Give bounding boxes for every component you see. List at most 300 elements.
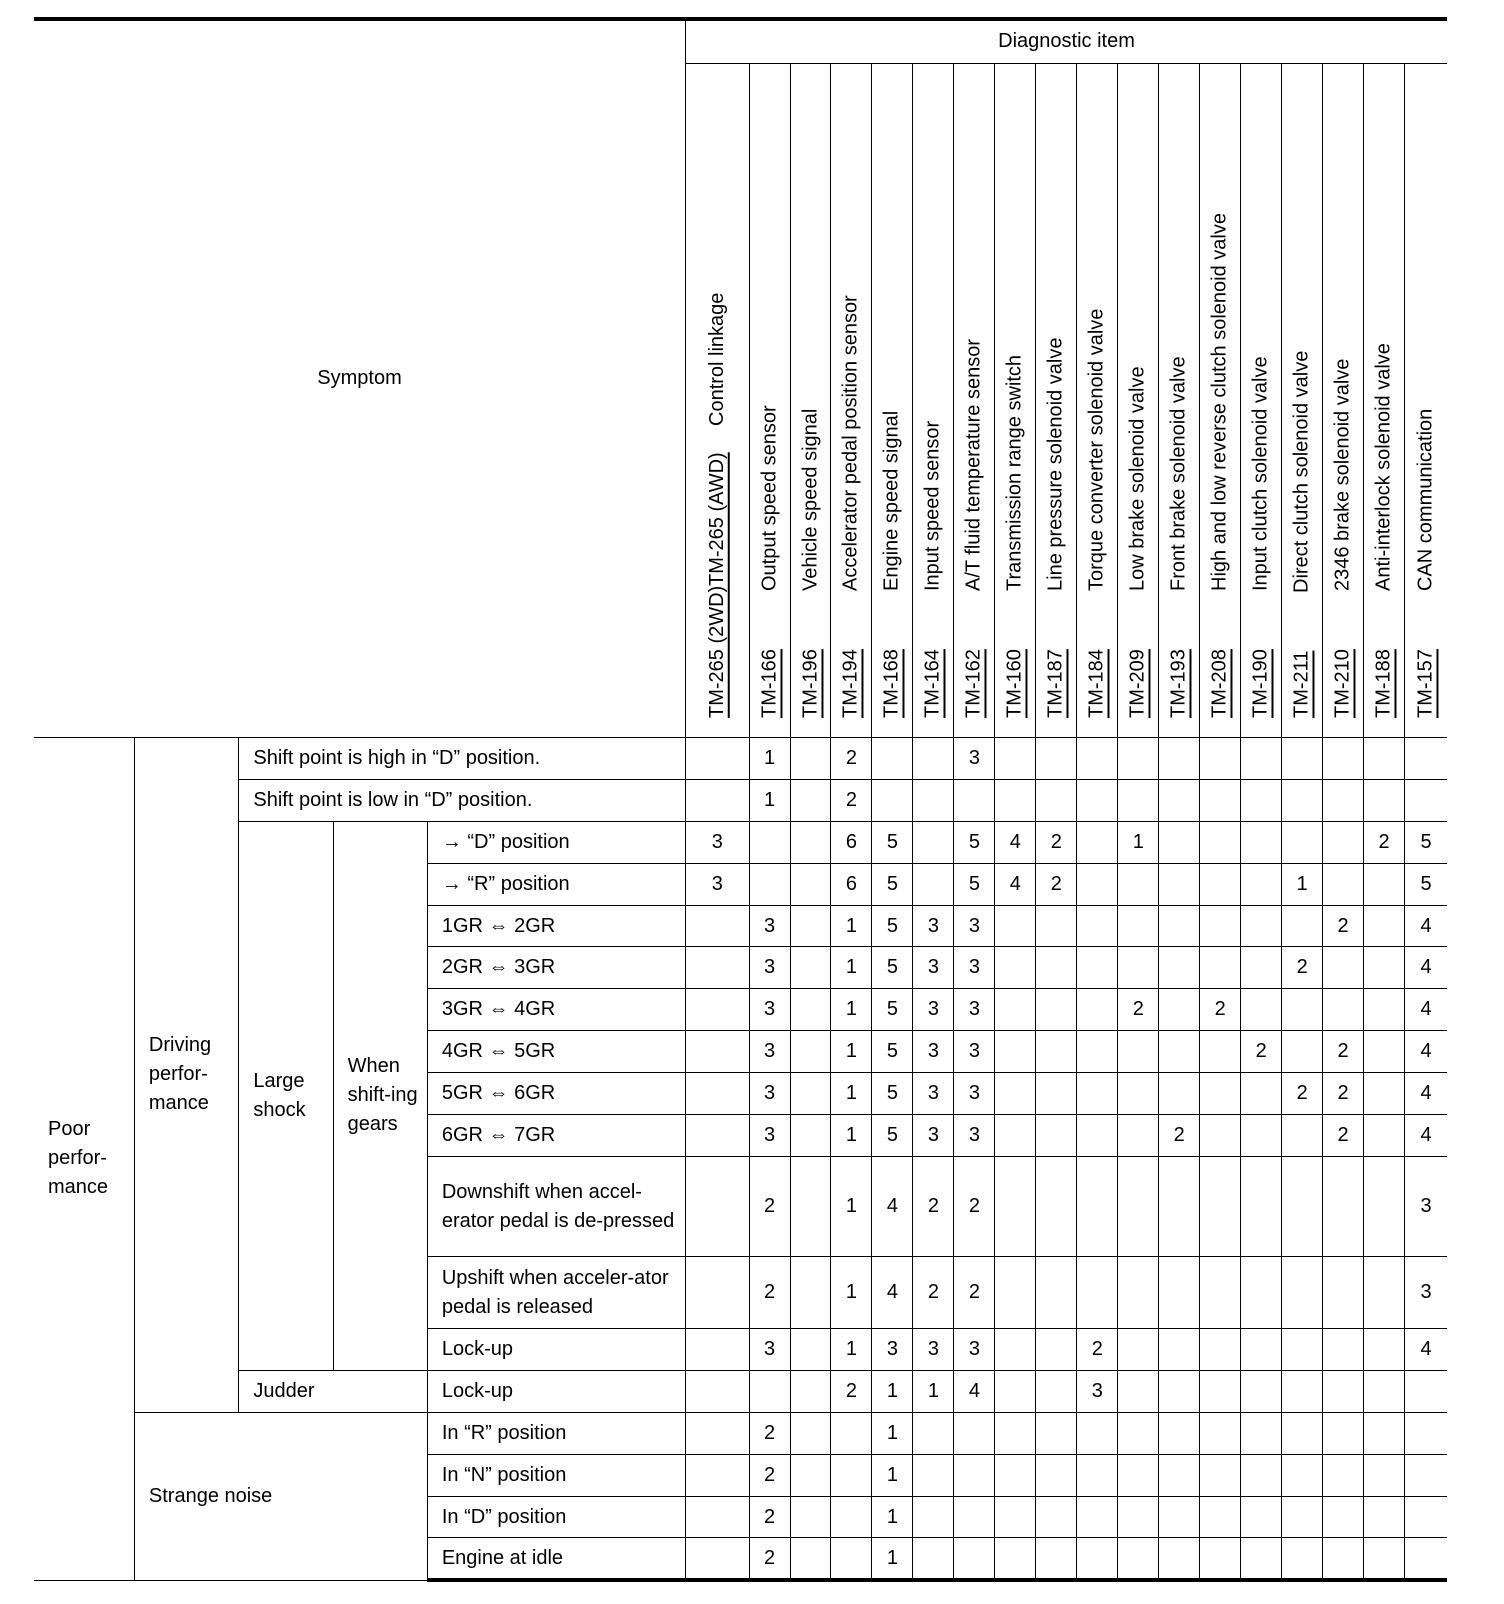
value-cell: 3 bbox=[913, 905, 954, 947]
value-cell bbox=[1364, 1454, 1405, 1496]
value-cell bbox=[1241, 989, 1282, 1031]
column-name: Low brake solenoid valve bbox=[1126, 366, 1149, 592]
symptom-label: Shift point is high in “D” position. bbox=[239, 737, 686, 779]
value-cell: 2 bbox=[1036, 863, 1077, 905]
value-cell bbox=[1405, 1370, 1447, 1412]
value-cell bbox=[686, 947, 750, 989]
value-cell bbox=[1241, 863, 1282, 905]
value-cell bbox=[1118, 1496, 1159, 1538]
value-cell bbox=[1200, 1157, 1241, 1257]
table-row bbox=[34, 737, 1447, 779]
value-cell bbox=[1118, 1157, 1159, 1257]
value-cell: 2 bbox=[954, 1257, 995, 1329]
table-row bbox=[34, 779, 1447, 821]
value-cell bbox=[1282, 737, 1323, 779]
column-ref-link[interactable]: TM-196 bbox=[799, 649, 821, 718]
value-cell bbox=[1036, 1454, 1077, 1496]
column-name: Anti-interlock solenoid valve bbox=[1372, 343, 1395, 592]
value-cell bbox=[1200, 1454, 1241, 1496]
value-cell bbox=[1282, 1496, 1323, 1538]
value-cell bbox=[1200, 1031, 1241, 1073]
column-header bbox=[1282, 63, 1323, 737]
value-cell bbox=[995, 1257, 1036, 1329]
column-ref-link[interactable]: TM-265 (2WD) bbox=[705, 585, 728, 718]
value-cell bbox=[790, 1073, 831, 1115]
value-cell: 3 bbox=[749, 1328, 790, 1370]
value-cell: 3 bbox=[749, 905, 790, 947]
value-cell bbox=[913, 1412, 954, 1454]
value-cell bbox=[1159, 863, 1200, 905]
value-cell bbox=[1241, 1328, 1282, 1370]
value-cell: 3 bbox=[913, 1328, 954, 1370]
value-cell bbox=[1405, 779, 1447, 821]
value-cell bbox=[995, 1073, 1036, 1115]
column-ref-link[interactable]: TM-166 bbox=[758, 649, 781, 718]
value-cell: 5 bbox=[1405, 821, 1447, 863]
value-cell bbox=[995, 1328, 1036, 1370]
value-cell: 3 bbox=[872, 1328, 913, 1370]
value-cell bbox=[790, 1328, 831, 1370]
group-driving-performance: Driving perfor-mance bbox=[134, 737, 238, 1412]
value-cell: 1 bbox=[872, 1496, 913, 1538]
column-header bbox=[1405, 63, 1447, 737]
column-header bbox=[1200, 63, 1241, 737]
value-cell bbox=[1323, 1496, 1364, 1538]
column-name: CAN communication bbox=[1414, 408, 1437, 592]
value-cell: 2 bbox=[831, 1370, 872, 1412]
value-cell bbox=[1159, 1157, 1200, 1257]
value-cell bbox=[1241, 1370, 1282, 1412]
group-large-shock: Large shock bbox=[239, 821, 333, 1370]
value-cell bbox=[995, 1538, 1036, 1580]
value-cell bbox=[1364, 1257, 1405, 1329]
symptom-label: Lock-up bbox=[427, 1328, 685, 1370]
column-header bbox=[1159, 63, 1200, 737]
column-name: Engine speed signal bbox=[880, 410, 903, 592]
column-ref-link[interactable]: TM-193 bbox=[1167, 649, 1190, 718]
value-cell bbox=[1077, 737, 1118, 779]
value-cell bbox=[686, 1496, 750, 1538]
value-cell bbox=[1364, 1328, 1405, 1370]
value-cell bbox=[1159, 1538, 1200, 1580]
value-cell bbox=[686, 1454, 750, 1496]
value-cell bbox=[749, 863, 790, 905]
value-cell: 5 bbox=[872, 989, 913, 1031]
value-cell bbox=[1077, 947, 1118, 989]
value-cell bbox=[686, 1073, 750, 1115]
column-ref-link[interactable]: TM-190 bbox=[1249, 649, 1272, 718]
table-row bbox=[34, 1370, 1447, 1412]
value-cell: 4 bbox=[995, 821, 1036, 863]
value-cell: 2 bbox=[831, 737, 872, 779]
value-cell: 2 bbox=[1323, 1031, 1364, 1073]
column-name: Direct clutch solenoid valve bbox=[1290, 350, 1313, 593]
value-cell bbox=[1323, 1370, 1364, 1412]
value-cell bbox=[1323, 1257, 1364, 1329]
value-cell bbox=[1159, 905, 1200, 947]
value-cell bbox=[1282, 1157, 1323, 1257]
column-header bbox=[1241, 63, 1282, 737]
value-cell bbox=[1200, 1115, 1241, 1157]
column-ref-link[interactable]: TM-157 bbox=[1414, 649, 1437, 718]
column-ref-link[interactable]: TM-210 bbox=[1331, 649, 1354, 718]
value-cell: 5 bbox=[1405, 863, 1447, 905]
value-cell bbox=[1159, 1328, 1200, 1370]
value-cell bbox=[1118, 1328, 1159, 1370]
table-row bbox=[34, 1412, 1447, 1454]
symptom-label: In “N” position bbox=[427, 1454, 685, 1496]
value-cell bbox=[1323, 863, 1364, 905]
column-name: Line pressure solenoid valve bbox=[1044, 337, 1067, 592]
value-cell bbox=[1364, 905, 1405, 947]
value-cell: 5 bbox=[872, 905, 913, 947]
column-header bbox=[954, 63, 995, 737]
value-cell: 3 bbox=[1405, 1157, 1447, 1257]
value-cell bbox=[1364, 1031, 1405, 1073]
diagnostic-table bbox=[34, 17, 1447, 1582]
value-cell bbox=[790, 1370, 831, 1412]
value-cell bbox=[1159, 1454, 1200, 1496]
group-when-shifting: When shift-ing gears bbox=[333, 821, 427, 1370]
header-row-1 bbox=[34, 19, 1447, 63]
value-cell bbox=[1364, 947, 1405, 989]
value-cell bbox=[1200, 779, 1241, 821]
value-cell: 1 bbox=[831, 1031, 872, 1073]
value-cell bbox=[1036, 905, 1077, 947]
value-cell bbox=[1282, 1412, 1323, 1454]
value-cell: 1 bbox=[913, 1370, 954, 1412]
value-cell: 5 bbox=[872, 863, 913, 905]
value-cell: 1 bbox=[831, 989, 872, 1031]
value-cell bbox=[1036, 1073, 1077, 1115]
value-cell bbox=[790, 905, 831, 947]
value-cell bbox=[1118, 737, 1159, 779]
value-cell bbox=[1077, 1496, 1118, 1538]
value-cell: 5 bbox=[954, 821, 995, 863]
value-cell bbox=[831, 1538, 872, 1580]
value-cell bbox=[1036, 1257, 1077, 1329]
diagnostic-item-header: Diagnostic item bbox=[686, 19, 1447, 63]
value-cell bbox=[1036, 989, 1077, 1031]
value-cell bbox=[790, 989, 831, 1031]
value-cell bbox=[1364, 1412, 1405, 1454]
value-cell bbox=[1323, 1538, 1364, 1580]
value-cell bbox=[686, 1115, 750, 1157]
column-header bbox=[1118, 63, 1159, 737]
value-cell: 2 bbox=[749, 1454, 790, 1496]
value-cell bbox=[1036, 1370, 1077, 1412]
value-cell: 3 bbox=[749, 1031, 790, 1073]
value-cell bbox=[1323, 1412, 1364, 1454]
value-cell bbox=[686, 1538, 750, 1580]
column-header bbox=[1364, 63, 1405, 737]
value-cell bbox=[686, 1370, 750, 1412]
value-cell bbox=[1200, 1257, 1241, 1329]
value-cell bbox=[686, 1257, 750, 1329]
value-cell bbox=[790, 1496, 831, 1538]
value-cell bbox=[1159, 989, 1200, 1031]
value-cell bbox=[1364, 737, 1405, 779]
value-cell bbox=[1118, 1115, 1159, 1157]
value-cell bbox=[749, 821, 790, 863]
symptom-label: 1GR ⇔ 2GR bbox=[427, 905, 685, 947]
value-cell: 1 bbox=[1118, 821, 1159, 863]
column-ref-link[interactable]: TM-208 bbox=[1208, 649, 1231, 718]
column-ref-link[interactable]: TM-209 bbox=[1126, 649, 1149, 718]
value-cell bbox=[1405, 1496, 1447, 1538]
value-cell bbox=[1405, 737, 1447, 779]
symptom-label: In “R” position bbox=[427, 1412, 685, 1454]
value-cell: 1 bbox=[1282, 863, 1323, 905]
value-cell bbox=[1241, 1538, 1282, 1580]
column-name: Front brake solenoid valve bbox=[1167, 356, 1190, 592]
value-cell: 2 bbox=[749, 1412, 790, 1454]
symptom-label: → “R” position bbox=[427, 863, 685, 905]
value-cell bbox=[1077, 1073, 1118, 1115]
column-ref-link[interactable]: TM-265 (AWD) bbox=[705, 452, 728, 586]
value-cell: 2 bbox=[749, 1157, 790, 1257]
value-cell bbox=[1364, 1538, 1405, 1580]
value-cell bbox=[1077, 863, 1118, 905]
value-cell: 1 bbox=[831, 1257, 872, 1329]
value-cell bbox=[1036, 1115, 1077, 1157]
value-cell bbox=[686, 1031, 750, 1073]
value-cell bbox=[790, 1157, 831, 1257]
value-cell: 5 bbox=[872, 1073, 913, 1115]
value-cell bbox=[1241, 1496, 1282, 1538]
value-cell bbox=[1036, 737, 1077, 779]
value-cell bbox=[1200, 737, 1241, 779]
value-cell: 3 bbox=[749, 1073, 790, 1115]
value-cell bbox=[1282, 821, 1323, 863]
value-cell bbox=[1282, 1538, 1323, 1580]
symptom-label: In “D” position bbox=[427, 1496, 685, 1538]
value-cell bbox=[1282, 989, 1323, 1031]
value-cell: 4 bbox=[872, 1157, 913, 1257]
value-cell bbox=[1077, 779, 1118, 821]
value-cell: 4 bbox=[872, 1257, 913, 1329]
value-cell bbox=[1405, 1454, 1447, 1496]
column-name: Torque converter solenoid valve bbox=[1085, 308, 1108, 592]
value-cell: 1 bbox=[872, 1412, 913, 1454]
value-cell bbox=[1077, 1257, 1118, 1329]
value-cell: 2 bbox=[749, 1496, 790, 1538]
column-ref-link[interactable]: TM-194 bbox=[839, 649, 862, 718]
column-ref-link[interactable]: TM-184 bbox=[1085, 649, 1108, 718]
value-cell: 2 bbox=[1241, 1031, 1282, 1073]
value-cell bbox=[1323, 989, 1364, 1031]
value-cell bbox=[1282, 1031, 1323, 1073]
value-cell bbox=[1364, 1157, 1405, 1257]
value-cell: 2 bbox=[749, 1257, 790, 1329]
value-cell bbox=[790, 779, 831, 821]
value-cell bbox=[1118, 1454, 1159, 1496]
symptom-label: 2GR ⇔ 3GR bbox=[427, 947, 685, 989]
value-cell bbox=[995, 1496, 1036, 1538]
value-cell: 6 bbox=[831, 821, 872, 863]
symptom-label: 4GR ⇔ 5GR bbox=[427, 1031, 685, 1073]
value-cell bbox=[1200, 1538, 1241, 1580]
value-cell bbox=[790, 821, 831, 863]
value-cell bbox=[1200, 1073, 1241, 1115]
value-cell bbox=[1077, 1031, 1118, 1073]
value-cell bbox=[790, 1454, 831, 1496]
value-cell: 2 bbox=[1323, 1073, 1364, 1115]
value-cell bbox=[1282, 1328, 1323, 1370]
group-judder: Judder bbox=[239, 1370, 427, 1412]
value-cell: 1 bbox=[831, 1157, 872, 1257]
column-header bbox=[749, 63, 790, 737]
value-cell: 2 bbox=[749, 1538, 790, 1580]
value-cell bbox=[1241, 947, 1282, 989]
column-header bbox=[1036, 63, 1077, 737]
value-cell bbox=[790, 1538, 831, 1580]
value-cell: 3 bbox=[913, 1115, 954, 1157]
column-ref-link[interactable]: TM-188 bbox=[1372, 649, 1395, 718]
column-ref-link[interactable]: TM-187 bbox=[1044, 649, 1067, 718]
column-header bbox=[831, 63, 872, 737]
value-cell bbox=[1241, 1412, 1282, 1454]
value-cell: 4 bbox=[1405, 905, 1447, 947]
value-cell bbox=[1200, 1412, 1241, 1454]
value-cell bbox=[1200, 905, 1241, 947]
value-cell bbox=[995, 1157, 1036, 1257]
value-cell: 5 bbox=[872, 1115, 913, 1157]
column-name: Vehicle speed signal bbox=[799, 408, 821, 592]
value-cell bbox=[1364, 863, 1405, 905]
value-cell bbox=[1282, 1115, 1323, 1157]
value-cell bbox=[1159, 947, 1200, 989]
value-cell bbox=[1159, 1257, 1200, 1329]
value-cell: 2 bbox=[913, 1157, 954, 1257]
column-ref-link[interactable]: TM-211 bbox=[1290, 650, 1313, 718]
value-cell bbox=[1323, 779, 1364, 821]
value-cell bbox=[1118, 863, 1159, 905]
value-cell bbox=[686, 779, 750, 821]
value-cell bbox=[1077, 821, 1118, 863]
value-cell bbox=[686, 989, 750, 1031]
symptom-label: Shift point is low in “D” position. bbox=[239, 779, 686, 821]
value-cell bbox=[1159, 1073, 1200, 1115]
value-cell bbox=[1200, 947, 1241, 989]
value-cell bbox=[913, 821, 954, 863]
value-cell bbox=[1077, 1454, 1118, 1496]
column-ref-link[interactable]: TM-164 bbox=[921, 649, 944, 718]
value-cell bbox=[1036, 1157, 1077, 1257]
value-cell: 2 bbox=[1323, 1115, 1364, 1157]
value-cell bbox=[913, 863, 954, 905]
value-cell bbox=[1159, 1412, 1200, 1454]
column-name: Control linkage bbox=[705, 292, 728, 427]
column-header bbox=[790, 63, 831, 737]
symptom-header: Symptom bbox=[34, 19, 686, 737]
value-cell bbox=[1282, 905, 1323, 947]
value-cell bbox=[995, 737, 1036, 779]
value-cell bbox=[1323, 1157, 1364, 1257]
value-cell bbox=[1241, 737, 1282, 779]
value-cell bbox=[995, 1370, 1036, 1412]
value-cell bbox=[913, 1538, 954, 1580]
value-cell bbox=[1077, 1115, 1118, 1157]
value-cell bbox=[1036, 1496, 1077, 1538]
value-cell: 3 bbox=[954, 737, 995, 779]
value-cell bbox=[954, 779, 995, 821]
value-cell bbox=[1200, 1370, 1241, 1412]
value-cell bbox=[831, 1454, 872, 1496]
value-cell: 4 bbox=[1405, 947, 1447, 989]
value-cell bbox=[1036, 1031, 1077, 1073]
value-cell: 4 bbox=[1405, 1031, 1447, 1073]
value-cell: 2 bbox=[1159, 1115, 1200, 1157]
value-cell: 2 bbox=[1364, 821, 1405, 863]
value-cell bbox=[790, 863, 831, 905]
column-header bbox=[872, 63, 913, 737]
value-cell: 4 bbox=[1405, 1328, 1447, 1370]
value-cell bbox=[1241, 821, 1282, 863]
value-cell bbox=[1364, 1073, 1405, 1115]
table-row bbox=[34, 821, 1447, 863]
value-cell: 3 bbox=[913, 1031, 954, 1073]
value-cell bbox=[995, 1031, 1036, 1073]
column-ref-link[interactable]: TM-162 bbox=[962, 649, 985, 718]
column-name: Output speed sensor bbox=[758, 405, 781, 592]
value-cell bbox=[1118, 1257, 1159, 1329]
value-cell bbox=[1159, 779, 1200, 821]
value-cell bbox=[1118, 947, 1159, 989]
value-cell bbox=[1323, 947, 1364, 989]
value-cell bbox=[913, 779, 954, 821]
value-cell bbox=[790, 737, 831, 779]
symptom-label: → “D” position bbox=[427, 821, 685, 863]
symptom-label: Lock-up bbox=[427, 1370, 685, 1412]
value-cell: 1 bbox=[872, 1538, 913, 1580]
value-cell: 2 bbox=[1282, 1073, 1323, 1115]
column-ref-link[interactable]: TM-160 bbox=[1003, 649, 1026, 718]
column-header bbox=[686, 63, 750, 737]
value-cell bbox=[1159, 737, 1200, 779]
value-cell: 5 bbox=[872, 947, 913, 989]
value-cell bbox=[1077, 1157, 1118, 1257]
value-cell bbox=[1323, 1454, 1364, 1496]
value-cell bbox=[1077, 1412, 1118, 1454]
column-header bbox=[913, 63, 954, 737]
value-cell bbox=[995, 905, 1036, 947]
value-cell: 1 bbox=[872, 1370, 913, 1412]
value-cell: 1 bbox=[831, 905, 872, 947]
value-cell bbox=[686, 737, 750, 779]
value-cell: 6 bbox=[831, 863, 872, 905]
value-cell bbox=[1200, 821, 1241, 863]
value-cell: 3 bbox=[749, 947, 790, 989]
column-name: Input clutch solenoid valve bbox=[1249, 356, 1272, 592]
value-cell bbox=[790, 1257, 831, 1329]
value-cell: 3 bbox=[954, 1328, 995, 1370]
column-ref-link[interactable]: TM-168 bbox=[880, 649, 903, 718]
symptom-label: Upshift when acceler-ator pedal is released bbox=[427, 1257, 685, 1329]
value-cell: 2 bbox=[831, 779, 872, 821]
value-cell bbox=[1364, 779, 1405, 821]
value-cell bbox=[1036, 947, 1077, 989]
value-cell: 1 bbox=[872, 1454, 913, 1496]
value-cell: 3 bbox=[1077, 1370, 1118, 1412]
value-cell: 3 bbox=[954, 1073, 995, 1115]
value-cell bbox=[954, 1454, 995, 1496]
symptom-label: 3GR ⇔ 4GR bbox=[427, 989, 685, 1031]
value-cell bbox=[1118, 1031, 1159, 1073]
value-cell: 2 bbox=[1118, 989, 1159, 1031]
value-cell bbox=[1118, 779, 1159, 821]
value-cell: 3 bbox=[686, 863, 750, 905]
